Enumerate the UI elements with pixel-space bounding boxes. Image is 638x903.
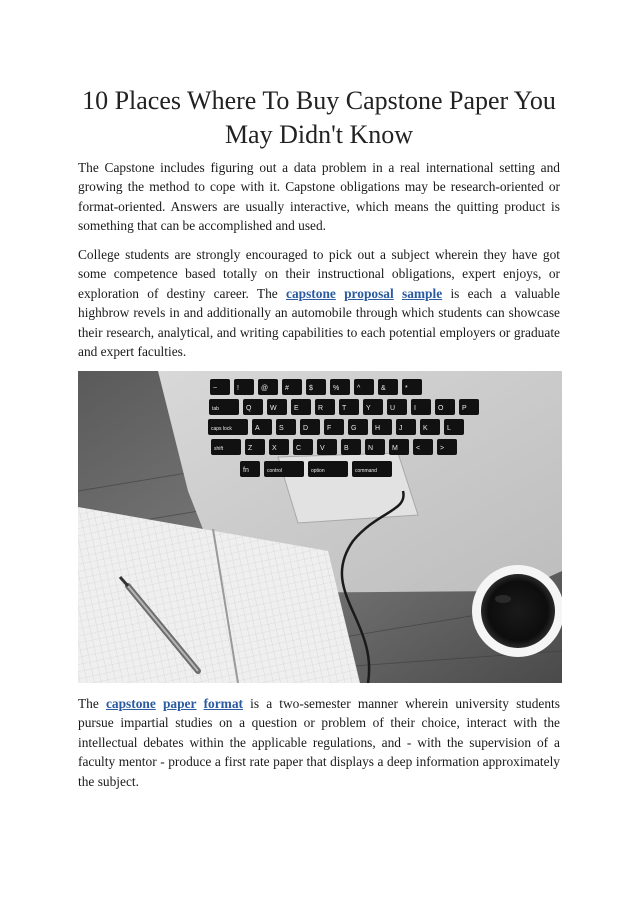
- keyboard-key-label: command: [355, 468, 377, 474]
- link-sample[interactable]: sample: [402, 285, 443, 301]
- keyboard-key-label: W: [270, 405, 277, 412]
- document-title: 10 Places Where To Buy Capstone Paper You May Didn't Know: [82, 86, 556, 149]
- keyboard-key-label: X: [272, 445, 277, 452]
- keyboard-key-label: M: [392, 445, 398, 452]
- paragraph-text: The: [78, 696, 106, 711]
- keyboard-key-label: &: [381, 385, 386, 392]
- keyboard-key-label: ~: [213, 385, 218, 392]
- keyboard-key-label: D: [303, 425, 309, 432]
- keyboard-key-label: R: [318, 405, 324, 412]
- keyboard-key-label: T: [342, 405, 347, 412]
- keyboard-key-label: $: [309, 385, 313, 392]
- keyboard-key-label: <: [416, 445, 421, 452]
- keyboard-key-label: caps lock: [211, 426, 232, 432]
- link-capstone[interactable]: capstone: [105, 696, 156, 711]
- keyboard-key-label: N: [368, 445, 374, 452]
- keyboard-key-label: J: [399, 425, 403, 432]
- keyboard-key-label: P: [462, 405, 467, 412]
- keyboard-key-label: U: [390, 405, 396, 412]
- link-capstone[interactable]: capstone: [286, 285, 336, 301]
- paragraph-text: College students are strongly encouraged to pick out a subject wherein they have got some competence based totally on their instructional obligations, expert enjoys, or exploration of destiny career. The: [78, 247, 560, 301]
- keyboard-key-label: *: [405, 385, 408, 392]
- keyboard-key-label: %: [333, 385, 340, 392]
- keyboard-key-label: A: [255, 425, 260, 432]
- keyboard-key-label: G: [351, 425, 357, 432]
- keyboard-key-label: K: [423, 425, 428, 432]
- keyboard-key-label: Y: [366, 405, 371, 412]
- keyboard-key-label: B: [344, 445, 349, 452]
- keyboard-key-label: @: [261, 385, 269, 392]
- keyboard-key-label: option: [311, 468, 325, 474]
- keyboard-key-label: fn: [243, 467, 249, 474]
- paragraph-students: [78, 245, 560, 361]
- laptop-notebook-photo: [78, 371, 562, 683]
- keyboard-key-label: #: [285, 385, 289, 392]
- keyboard-key-label: H: [375, 425, 381, 432]
- keyboard-key-label: O: [438, 405, 444, 412]
- link-format[interactable]: format: [203, 696, 243, 711]
- keyboard-key-label: I: [414, 405, 416, 412]
- keyboard-key-label: >: [440, 445, 445, 452]
- keyboard-key-label: F: [327, 425, 332, 432]
- keyboard-key-label: !: [237, 385, 239, 392]
- keyboard-key-label: C: [296, 445, 302, 452]
- keyboard-key-label: Q: [246, 405, 252, 412]
- keyboard-key-label: S: [279, 425, 284, 432]
- keyboard-key-label: E: [294, 405, 299, 412]
- link-proposal[interactable]: proposal: [344, 285, 394, 301]
- keyboard-key-label: shift: [214, 446, 224, 452]
- paragraph-text: is each a valuable highbrow revels in and additionally an automobile through which students can showcase their research, analytical, and writing capabilities to each potential employers or graduate and expert faculties.: [78, 285, 560, 360]
- keyboard-key-label: tab: [212, 406, 219, 412]
- coffee-cup: [472, 565, 562, 657]
- link-paper[interactable]: paper: [162, 696, 197, 711]
- paragraph-format: [78, 694, 560, 791]
- paragraph-text: is a two-semester manner wherein university students pursue impartial studies on a question or problem of their choice, interact with the intellectual debates within the applicable regulations, and - with the supervision of a faculty mentor - produce a first rate paper that displays a deep information approximately the subject.: [78, 696, 560, 789]
- paragraph-intro: The Capstone includes figuring out a data problem in a real international setting and growing the method to cope with it. Capstone obligations may be research-oriented or format-oriented. Answers are usually interactive, which means the quitting product is something that can be accomplished and used.: [78, 160, 560, 234]
- photo-illustration: [78, 371, 562, 683]
- keyboard-key-label: Z: [248, 445, 253, 452]
- keyboard-key-label: ^: [357, 385, 361, 392]
- keyboard-key-label: control: [267, 468, 283, 474]
- keyboard-key-label: L: [447, 425, 451, 432]
- keyboard-key-label: V: [320, 445, 325, 452]
